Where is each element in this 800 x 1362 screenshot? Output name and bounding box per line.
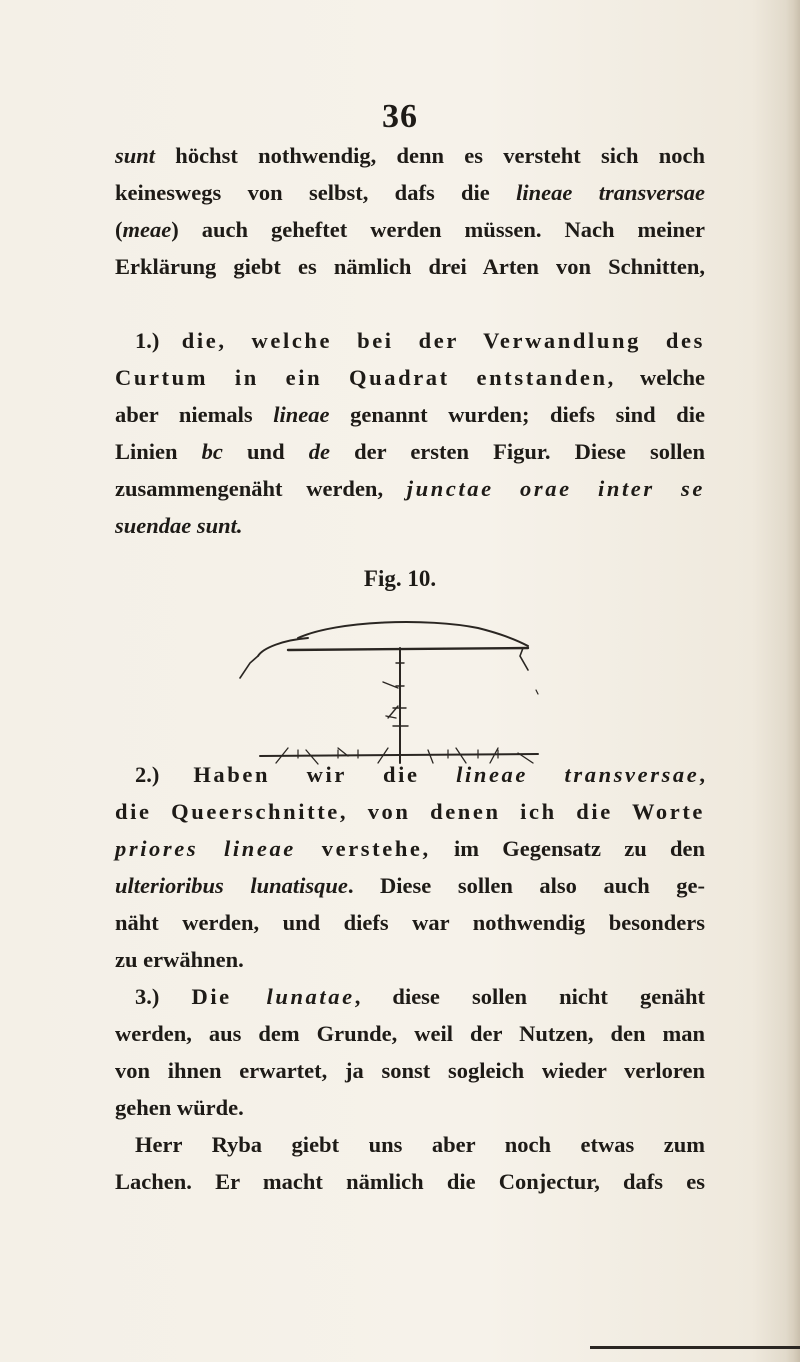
top-line [288, 648, 528, 650]
stray-mark [536, 690, 538, 694]
paragraph-1: sunt höchst nothwendig, denn es versteht sich noch keineswegs von selbst, dafs die lineae transversae (meae) auch geheftet werden müssen. Nach meiner Erklärung giebt es nämlich drei Arten von Schnitten, [115, 143, 705, 279]
figure-caption: Fig. 10. [363, 566, 437, 591]
right-tick [520, 648, 528, 670]
arc-curve [298, 622, 528, 646]
figure-10-diagram [228, 608, 558, 768]
page-edge-shadow [786, 0, 800, 1362]
paragraph-2: 1.) die, welche bei der Verwandlung des Curtum in ein Quadrat entstanden, welche aber niemals lineae genannt wurden; diefs sind die Linien bc und de der ersten Figur. Diese sollen zusammengenäht werden, junctae orae inter se suendae sunt. [115, 328, 705, 538]
paragraph-4: 3.) Die lunatae, diese sollen nicht genäht werden, aus dem Grunde, weil der Nutzen, den man von ihnen erwartet, ja sonst sogleich wieder verloren gehen würde. [115, 984, 706, 1120]
bottom-rule [590, 1346, 800, 1349]
arc-left-end [258, 638, 308, 656]
paragraph-3: 2.) Haben wir die lineae transversae, die Queerschnitte, von denen ich die Worte priores lineae verstehe, im Gegensatz zu den ulterioribus lunatisque. Diese sollen also auch ge- näht werden, und diefs war nothwendig besonders zu erwähnen. [115, 762, 705, 972]
marker-ticks [383, 682, 398, 718]
paragraph-5: Herr Ryba giebt uns aber noch etwas zum Lachen. Er macht nämlich die Conjectur, dafs es [115, 1132, 705, 1194]
page-number: 36 [382, 98, 418, 135]
left-tick [240, 656, 258, 678]
text-italic: sunt [115, 143, 156, 168]
